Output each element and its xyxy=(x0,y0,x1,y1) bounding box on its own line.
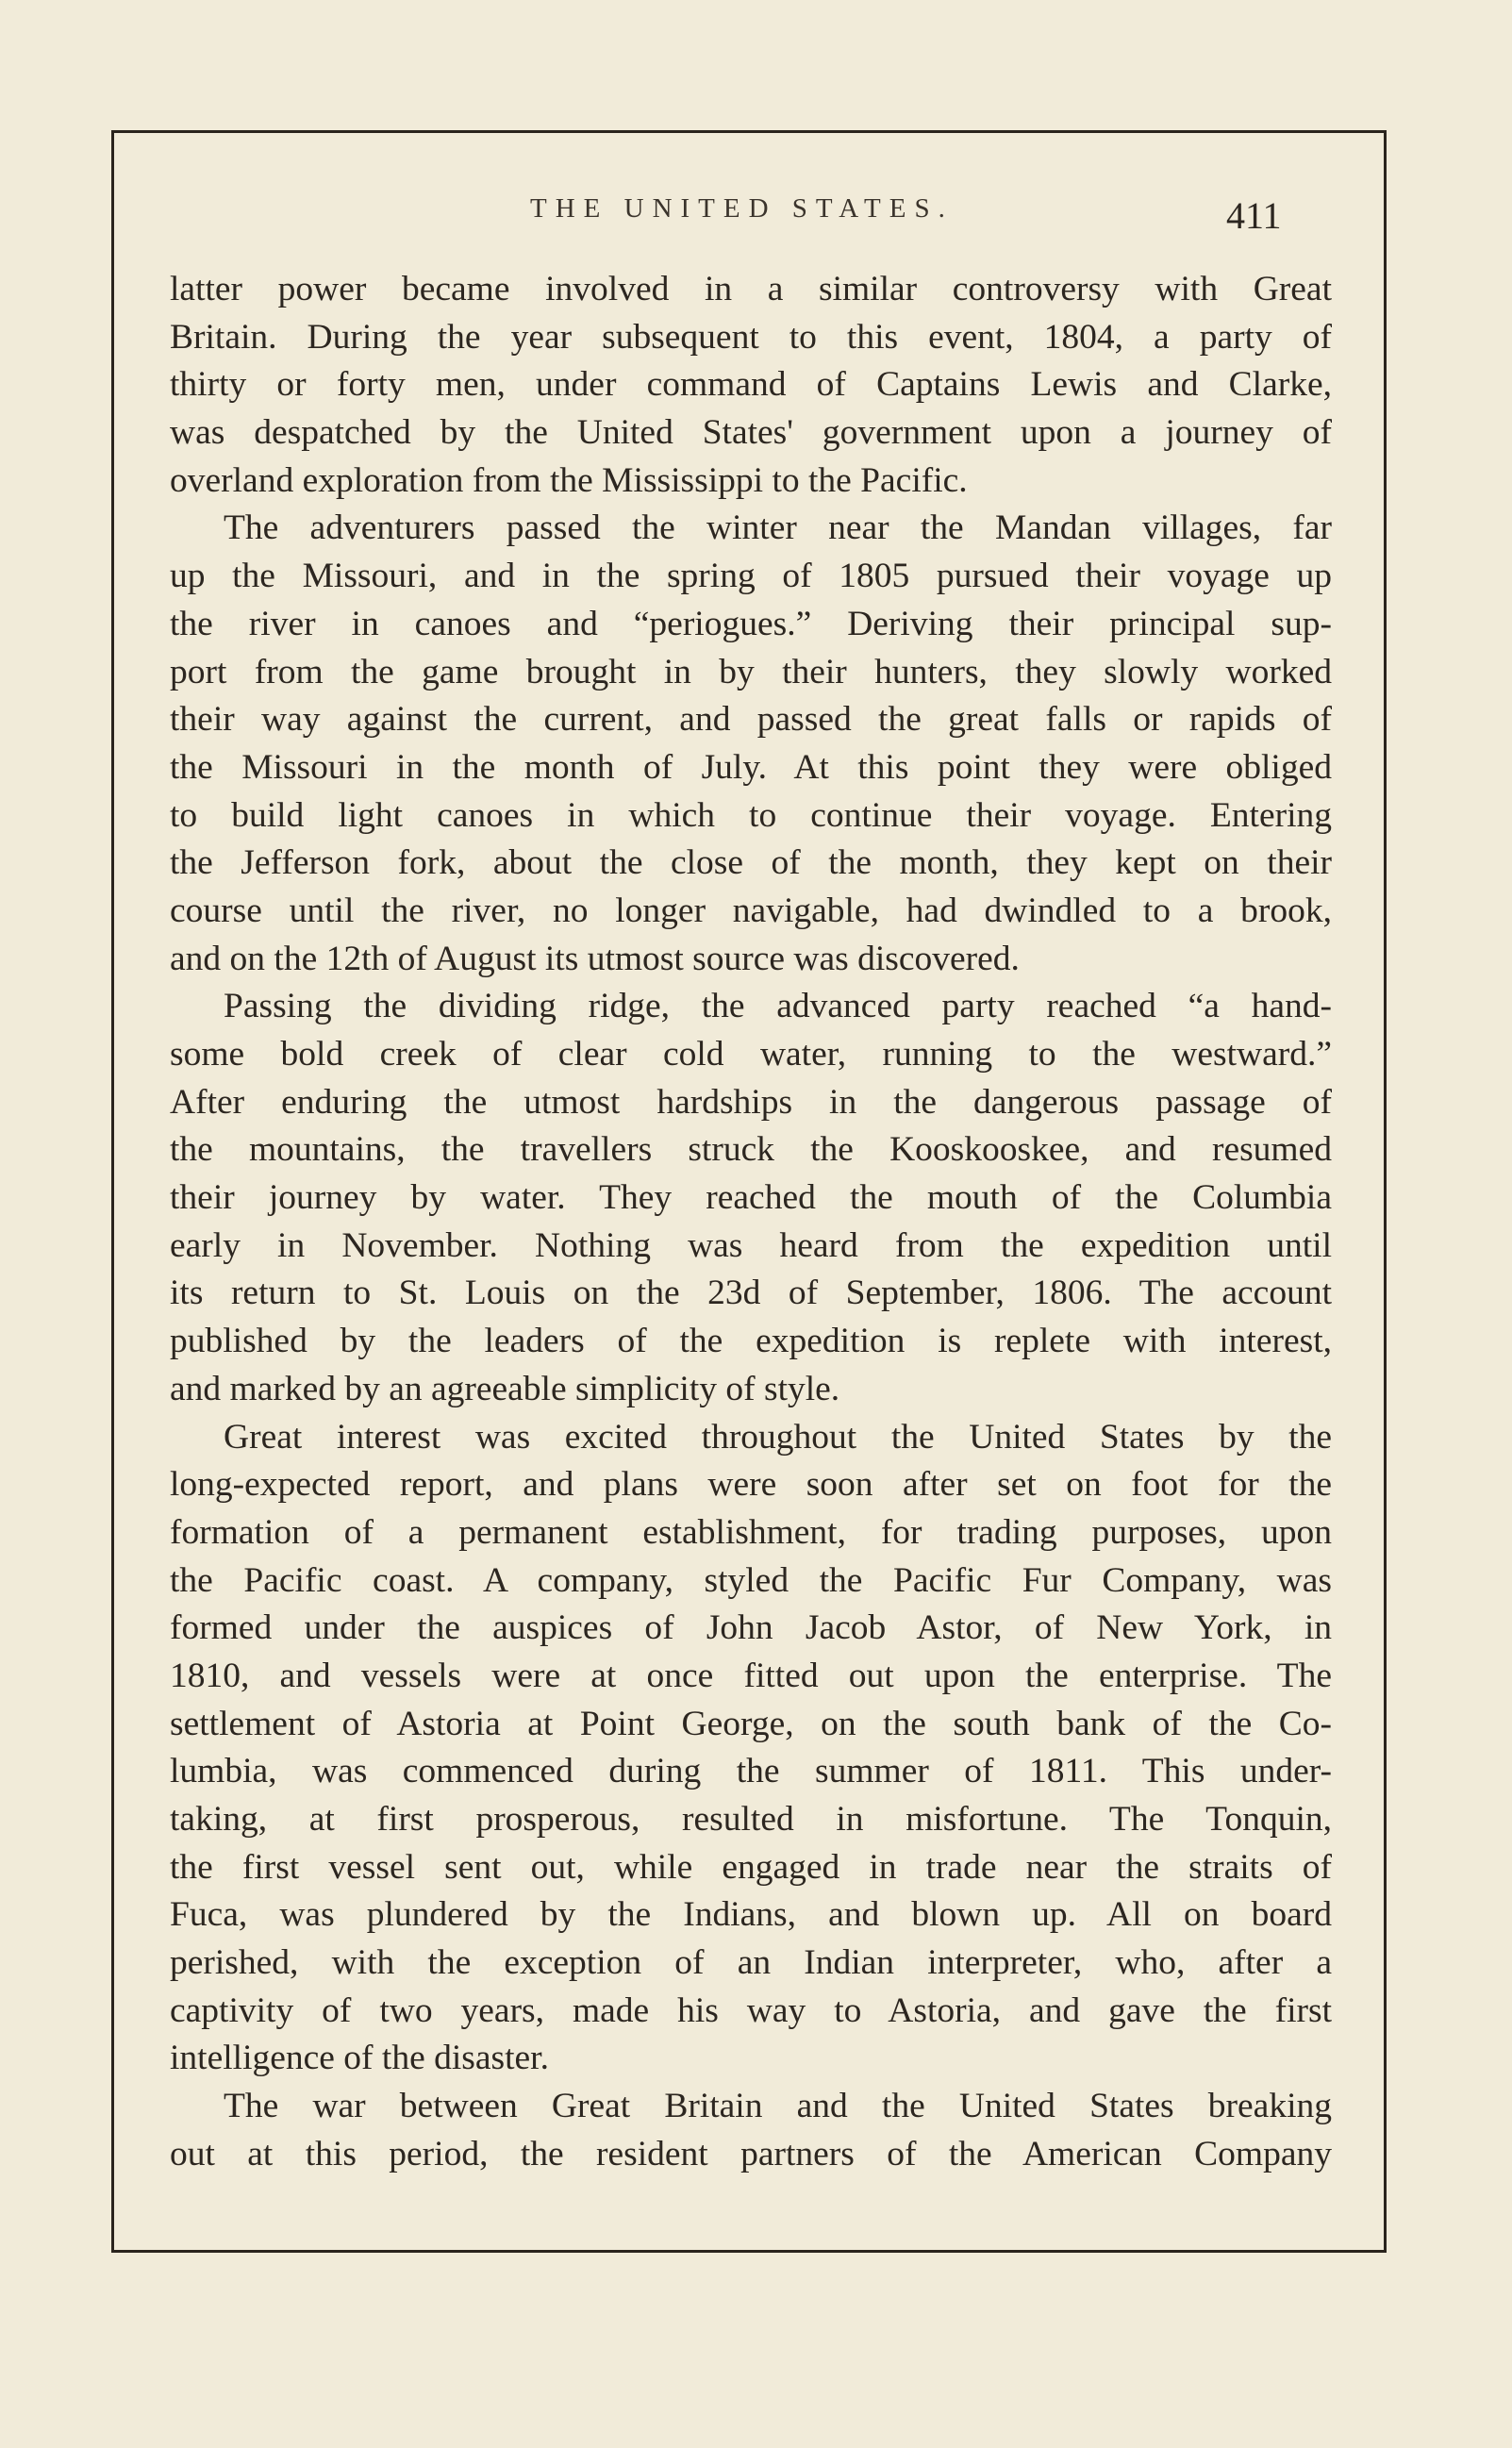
text-line: port from the game brought in by their hunters, they slowly worked xyxy=(170,652,1332,691)
text-line: out at this period, the resident partners of the American Company xyxy=(170,2134,1332,2173)
text-line: early in November. Nothing was heard from the expedition until xyxy=(170,1225,1332,1265)
text-line: long-expected report, and plans were soon after set on foot for the xyxy=(170,1465,1332,1505)
text-line: its return to St. Louis on the 23d of September, 1806. The account xyxy=(170,1274,1332,1313)
text-line: published by the leaders of the expedition is replete with interest, xyxy=(170,1322,1332,1361)
text-line: 1810, and vessels were at once fitted out upon the enterprise. The xyxy=(170,1656,1332,1695)
text-line: was despatched by the United States' government upon a journey of xyxy=(170,413,1332,453)
text-line: latter power became involved in a similar controversy with Great xyxy=(170,270,1332,308)
body-text xyxy=(170,266,1332,2179)
text-line: to build light canoes in which to continue their voyage. Entering xyxy=(170,795,1332,835)
paragraph-start: Great interest was excited throughout the United States by the xyxy=(224,1417,1332,1457)
text-line: captivity of two years, made his way to Astoria, and gave the first xyxy=(170,1990,1332,2030)
text-line: After enduring the utmost hardships in the dangerous passage of xyxy=(170,1082,1332,1122)
running-head: THE UNITED STATES. xyxy=(530,193,954,224)
text-line: formed under the auspices of John Jacob Astor, of New York, in xyxy=(170,1608,1332,1648)
text-line: Britain. During the year subsequent to this event, 1804, a party of xyxy=(170,317,1332,357)
text-line: the first vessel sent out, while engaged in trade near the straits of xyxy=(170,1847,1332,1887)
page-number: 411 xyxy=(1226,194,1282,237)
text-line: course until the river, no longer navigable, had dwindled to a brook, xyxy=(170,891,1332,930)
text-line: thirty or forty men, under command of Captains Lewis and Clarke, xyxy=(170,365,1332,405)
text-line: taking, at first prosperous, resulted in misfortune. The Tonquin, xyxy=(170,1800,1332,1839)
text-line: and on the 12th of August its utmost source was discovered. xyxy=(170,939,1020,978)
text-line: and marked by an agreeable simplicity of style. xyxy=(170,1369,840,1408)
text-line: the mountains, the travellers struck the Kooskooskee, and resumed xyxy=(170,1130,1332,1170)
text-line: formation of a permanent establishment, for trading purposes, upon xyxy=(170,1512,1332,1552)
paragraph-start: The adventurers passed the winter near the Mandan villages, far xyxy=(224,508,1332,548)
text-line: the Pacific coast. A company, styled the Pacific Fur Company, was xyxy=(170,1560,1332,1600)
text-line: Fuca, was plundered by the Indians, and blown up. All on board xyxy=(170,1895,1332,1935)
text-line: their way against the current, and passed the great falls or rapids of xyxy=(170,700,1332,740)
text-line: the Missouri in the month of July. At this point they were obliged xyxy=(170,747,1332,787)
text-line: the river in canoes and “periogues.” Deriving their principal sup- xyxy=(170,604,1332,643)
paragraph-start: The war between Great Britain and the United States breaking xyxy=(224,2087,1332,2126)
paragraph-start: Passing the dividing ridge, the advanced party reached “a hand- xyxy=(224,987,1332,1026)
text-line: lumbia, was commenced during the summer of 1811. This under- xyxy=(170,1752,1332,1791)
text-line: up the Missouri, and in the spring of 1805 pursued their voyage up xyxy=(170,557,1332,596)
text-line: intelligence of the disaster. xyxy=(170,2039,549,2078)
text-line: overland exploration from the Mississippi to the Pacific. xyxy=(170,460,968,500)
text-line: the Jefferson fork, about the close of the month, they kept on their xyxy=(170,843,1332,883)
text-line: their journey by water. They reached the mouth of the Columbia xyxy=(170,1178,1332,1218)
text-line: settlement of Astoria at Point George, on the south bank of the Co- xyxy=(170,1704,1332,1743)
text-line: some bold creek of clear cold water, running to the westward.” xyxy=(170,1035,1332,1074)
text-line: perished, with the exception of an Indian interpreter, who, after a xyxy=(170,1943,1332,1983)
